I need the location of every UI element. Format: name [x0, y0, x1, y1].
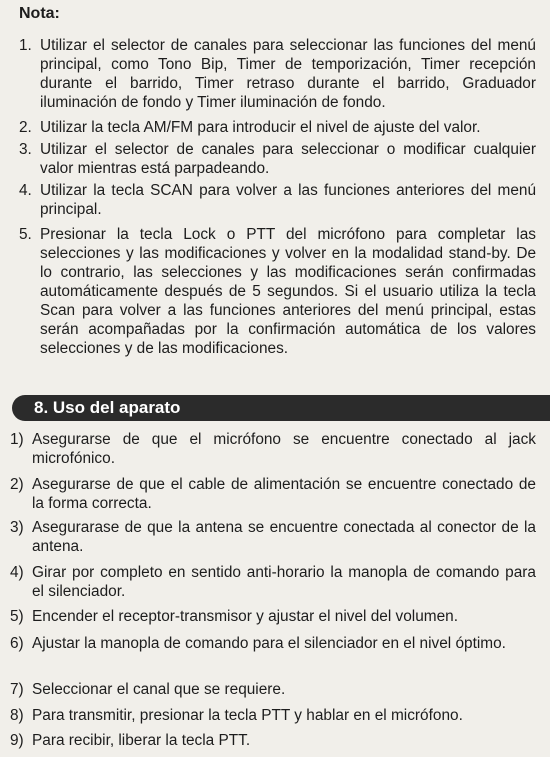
- note-item-number: 3.: [19, 141, 32, 158]
- usage-step-number: 5): [10, 608, 24, 625]
- usage-step-number: 1): [10, 431, 24, 448]
- section-title: 8. Uso del aparato: [34, 398, 181, 417]
- note-item-number: 5.: [19, 226, 32, 243]
- usage-step-text: Para transmitir, presionar la tecla PTT y hablar en el micrófono.: [32, 707, 463, 724]
- usage-step-text: Asegurarase de que la antena se encuentre conectada al conector de la antena.: [32, 519, 536, 555]
- note-item-number: 4.: [19, 182, 32, 199]
- usage-step-text: Seleccionar el canal que se requiere.: [32, 681, 286, 698]
- note-item-text: Utilizar el selector de canales para seleccionar las funciones del menú principal, como Tono Bip, Timer de temporización, Timer recepción durante el barrido, Timer retraso durante el barrido, Graduador iluminación de fondo y Timer iluminación de fondo.: [40, 37, 536, 111]
- usage-step-number: 8): [10, 707, 24, 724]
- usage-step-number: 7): [10, 681, 24, 698]
- usage-step-number: 9): [10, 732, 24, 749]
- usage-step-text: Ajustar la manopla de comando para el silenciador en el nivel óptimo.: [32, 635, 506, 652]
- usage-step-number: 2): [10, 476, 24, 493]
- usage-step-text: Para recibir, liberar la tecla PTT.: [32, 732, 251, 749]
- usage-step-text: Asegurarse de que el cable de alimentación se encuentre conectado de la forma correcta.: [32, 476, 536, 512]
- note-title: Nota:: [19, 5, 60, 22]
- note-item-text: Utilizar la tecla AM/FM para introducir el nivel de ajuste del valor.: [40, 119, 481, 136]
- note-item-text: Utilizar el selector de canales para seleccionar o modificar cualquier valor mientras está parpadeando.: [40, 141, 536, 177]
- note-item-number: 2.: [19, 119, 32, 136]
- note-item-text: Utilizar la tecla SCAN para volver a las funciones anteriores del menú principal.: [40, 182, 536, 218]
- note-item-text: Presionar la tecla Lock o PTT del micrófono para completar las selecciones y las modificaciones y volver en la modalidad stand-by. De lo contrario, las selecciones y las modificaciones serán confirmadas automáticamente después de 5 segundos. Si el usuario utiliza la tecla Scan para volver a las funciones anteriores del menú principal, estas serán acompañadas por la confirmación automática de los valores selecciones y de las modificaciones.: [40, 226, 536, 357]
- usage-step-number: 3): [10, 519, 24, 536]
- usage-step-text: Girar por completo en sentido anti-horario la manopla de comando para el silenciador.: [32, 564, 536, 600]
- usage-step-text: Asegurarse de que el micrófono se encuentre conectado al jack microfónico.: [32, 431, 536, 467]
- note-item-number: 1.: [19, 37, 32, 54]
- usage-step-number: 4): [10, 564, 24, 581]
- usage-step-text: Encender el receptor-transmisor y ajustar el nivel del volumen.: [32, 608, 459, 625]
- usage-step-number: 6): [10, 635, 24, 652]
